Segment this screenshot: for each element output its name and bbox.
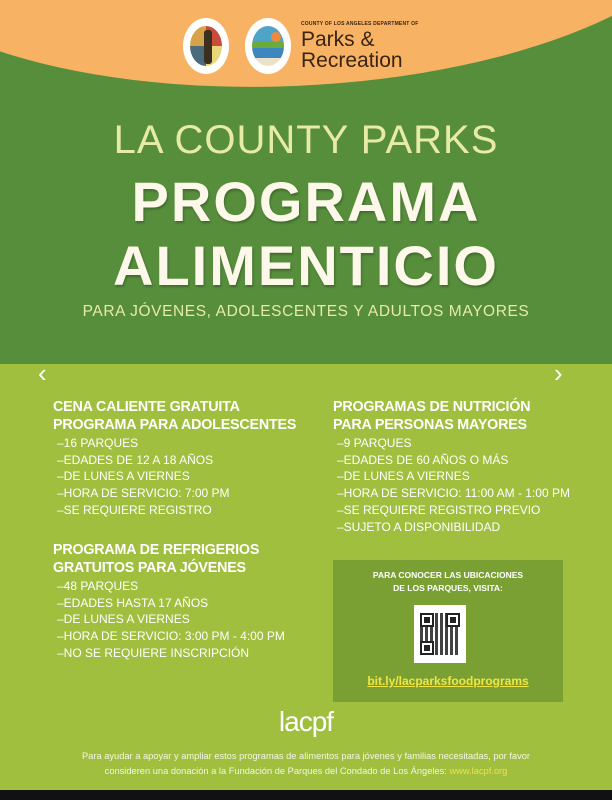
list-item: –DE LUNES A VIERNES: [337, 469, 470, 484]
list-item: –EDADES HASTA 17 AÑOS: [57, 595, 209, 610]
qr-code-icon[interactable]: [414, 605, 466, 663]
next-arrow-icon[interactable]: ›: [554, 358, 563, 388]
list-item: –NO SE REQUIERE INSCRIPCIÓN: [57, 645, 250, 660]
title-line1: LA COUNTY PARKS: [113, 118, 499, 162]
list-item: –EDADES DE 12 A 18 AÑOS: [57, 452, 214, 467]
list-item: –SE REQUIERE REGISTRO: [57, 502, 212, 517]
parks-recreation-logo: COUNTY OF LOS ANGELES DEPARTMENT OF Parks & Recreation: [301, 21, 419, 72]
program-youth-snacks: PROGRAMA DE REFRIGERIOS GRATUITOS PARA JÓVENES –48 PARQUES –EDADES HASTA 17 AÑOS –DE LUNES A VIERNES –HORA DE SERVICIO: 3:00 PM - 4:00 PM –NO SE REQUIERE INSCRIPCIÓN: [53, 542, 285, 660]
subtitle: PARA JÓVENES, ADOLESCENTES Y ADULTOS MAYORES: [82, 303, 530, 320]
list-item: –EDADES DE 60 AÑOS O MÁS: [337, 452, 509, 467]
prev-arrow-icon[interactable]: ‹: [38, 358, 47, 388]
lacpf-logo: lacpf: [278, 706, 334, 737]
program-senior-nutrition: PROGRAMAS DE NUTRICIÓN PARA PERSONAS MAYORES –9 PARQUES –EDADES DE 60 AÑOS O MÁS –DE LUNES A VIERNES –HORA DE SERVICIO: 11:00 AM - 1:00 PM –SE REQUIERE REGISTRO PREVIO –SUJETO A DISPONIBILIDAD: [333, 399, 570, 534]
list-item: –DE LUNES A VIERNES: [57, 469, 190, 484]
locations-link[interactable]: bit.ly/lacparksfoodprograms: [367, 674, 529, 688]
list-item: –HORA DE SERVICIO: 7:00 PM: [57, 486, 230, 501]
footer-text: Para ayudar a apoyar y ampliar estos programas de alimentos para jóvenes y familias necesitadas, por favor consideren una donación a la Fundación de Parques del Condado de Los Ángeles: www.lacpf.org: [81, 751, 531, 776]
list-item: –SE REQUIERE REGISTRO PREVIO: [337, 502, 541, 517]
list-item: –SUJETO A DISPONIBILIDAD: [337, 519, 501, 534]
list-item: –HORA DE SERVICIO: 11:00 AM - 1:00 PM: [337, 486, 570, 501]
list-item: –DE LUNES A VIERNES: [57, 612, 190, 627]
county-seal-icon: [183, 18, 229, 74]
list-item: –16 PARQUES: [57, 436, 139, 450]
lacpf-url-link[interactable]: www.lacpf.org: [449, 765, 508, 776]
logo-row: [183, 18, 418, 74]
list-item: –HORA DE SERVICIO: 3:00 PM - 4:00 PM: [57, 629, 285, 644]
bottom-bar: [0, 790, 612, 800]
locations-box: PARA CONOCER LAS UBICACIONES DE LOS PARQUES, VISITA: bit.ly/lacparksfoodprograms: [333, 560, 563, 702]
title-line2: PROGRAMA: [131, 170, 481, 233]
list-item: –48 PARQUES: [57, 579, 139, 593]
list-item: –9 PARQUES: [337, 436, 412, 450]
title-line3: ALIMENTICIO: [113, 234, 499, 297]
program-teen-dinner: CENA CALIENTE GRATUITA PROGRAMA PARA ADOLESCENTES –16 PARQUES –EDADES DE 12 A 18 AÑOS –DE LUNES A VIERNES –HORA DE SERVICIO: 7:00 PM –SE REQUIERE REGISTRO: [53, 399, 297, 517]
parks-seal-icon: [245, 18, 291, 74]
